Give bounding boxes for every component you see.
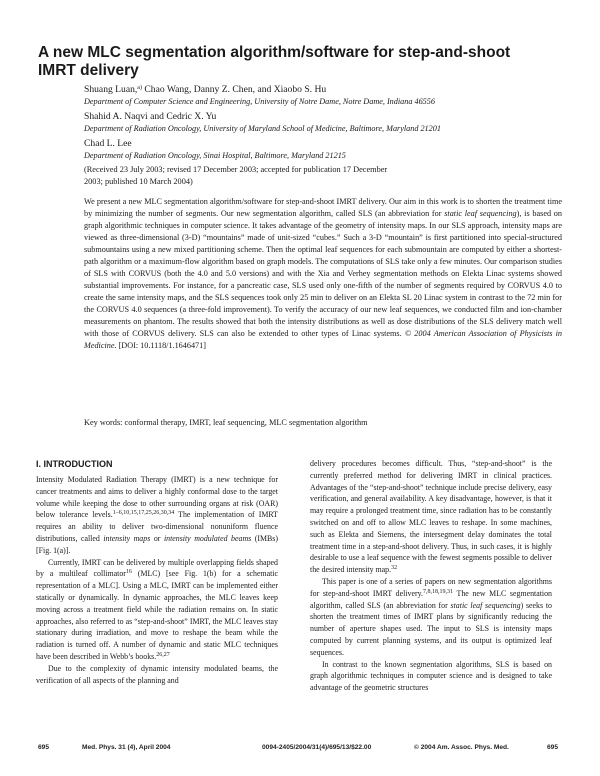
doi-link[interactable]: [DOI: 10.1118/1.1646471] [118,341,206,350]
article-title [38,44,568,80]
footer-page-number-left: 695 [38,744,50,751]
author-block-1 [84,84,574,108]
citation-ref[interactable]: 32 [391,565,398,572]
author-block-2 [84,111,574,135]
left-column [36,474,278,686]
paragraph: In contrast to the known segmentation algorithms, SLS is based on graph algorithmic techniques in computer science and is designed to take advantage of the geometric structures [310,659,552,693]
paragraph: This paper is one of a series of papers on new segmentation algorithms for step-and-shoot IMRT delivery.$^{7,8,18,19,31}$ The new MLC segmentation algorithm, called SLS (an abbreviation for static leaf sequencing) seeks to shorten the treatment times of IMRT plans by significantly reducing the number of aperture shapes used. The input to SLS is intensity maps computed by current planning systems, and its output is optimized leaf sequences. [310,576,552,657]
paragraph: delivery procedures becomes difficult. Thus, “step-and-shoot” is the currently preferred method for delivering IMRT in clinical practices. Advantages of the “step-and-shoot” technique include precise delivery, easy verification, and general availability. A key disadvantage, however, is that it may require a prolonged treatment time, since radiation has to be constantly switched on and off to allow MLC leaves to reshape. In some machines, such as Elekta and Siemens, the intersegment delay dominates the total treatment time in a step-and-shoot delivery. Thus, in such cases, it is highly desirable to use a leaf sequence with the fewest segments possible to deliver the desired intensity map.$^{32}$ [310,459,552,575]
copyright-line: © 2004 American Association of Physicists in Medicine. [84,329,562,350]
keywords: Key words: conformal therapy, IMRT, leaf sequencing, MLC segmentation algorithm [84,418,368,427]
author-footnote-marker: a) [137,85,142,91]
affiliation-2: Department of Radiation Oncology, University of Maryland School of Medicine, Baltimore, Maryland 21201 [84,124,441,133]
paragraph: Due to the complexity of dynamic intensity modulated beams, the verification of all aspects of the planning and [36,663,278,685]
author-names-1: Shuang Luan,$^{a)}$ Chao Wang, Danny Z. Chen, and Xiaobo S. Hu [84,84,327,95]
abstract: We present a new MLC segmentation algorithm/software for step-and-shoot IMRT delivery. Our aim in this work is to shorten the treatment time by minimizing the number of segments. Our new segmentation algorithm, called SLS (an abbreviation for static leaf sequencing), is based on graph algorithmic techniques in computer science. It takes advantage of the geometry of intensity maps. In our SLS approach, intensity maps are viewed as three-dimensional (3-D) “mountains” made of unit-sized “cubes.” Such a 3-D “mountain” is first partitioned into special-structured submountains using a new mixed partitioning scheme. Then the optimal leaf sequences for each submountain are computed by either a shortest-path algorithm or a maximum-flow algorithm based on graph models. The computations of SLS take only a few minutes. Our comparison studies of SLS with CORVUS (both the 4.0 and 5.0 versions) and with the Xia and Verhey segmentation methods on Elekta Linac systems showed substantial improvements. For instance, for a pancreatic case, SLS used only one-fifth of the number of segments required by CORVUS 4.0 to create the same intensity maps, and the SLS sequences took only 25 min to deliver on an Elekta SL 20 Linac system in contrast to the 72 min for the CORVUS 4.0 sequences (a three-fold improvement). To verify the accuracy of our new leaf sequences, we conducted film and ion-chamber measurements on phantom. The results showed that both the intensity distributions as well as dose distributions of the SLS delivery match well with those of CORVUS delivery. SLS can also be extended to other types of Linac systems. © 2004 American Association of Physicists in Medicine. [DOI: 10.1118/1.1646471] [84,197,562,350]
affiliation-3: Department of Radiation Oncology, Sinai Hospital, Baltimore, Maryland 21215 [84,151,346,160]
paragraph: Intensity Modulated Radiation Therapy (IMRT) is a new technique for cancer treatments and aims to deliver a highly conformal dose to the target volume while keeping the dose to other surrounding organs at risk (OAR) below tolerance levels.$^{1-6,10,15,17,25,26,30,34}$ The implementation of IMRT requires an ability to deliver two-dimensional nonuniform fluence distributions, called intensity maps or intensity modulated beams (IMBs) [Fig. 1(a)]. [36,475,278,555]
received-dates: (Received 23 July 2003; revised 17 December 2003; accepted for publication 17 December 2003; published 10 March 2004) [84,165,388,186]
footer-journal: Med. Phys. 31 (4), April 2004 [82,744,171,751]
title-line-2: IMRT delivery [38,62,139,79]
citation-ref[interactable]: 26,27 [156,651,170,658]
citation-ref[interactable]: 7,8,18,19,31 [423,588,453,595]
section-heading: I. INTRODUCTION [36,459,113,469]
citation-ref[interactable]: 16 [125,569,132,576]
author-names-2: Shahid A. Naqvi and Cedric X. Yu [84,111,217,122]
citation-ref[interactable]: 1–6,10,15,17,25,26,30,34 [112,510,175,517]
paragraph: Currently, IMRT can be delivered by multiple overlapping fields shaped by a multileaf collimator$^{16}$ (MLC) [see Fig. 1(b) for a schematic representation of a MLC]. Using a MLC, IMRT can be implemented either statically or dynamically. In dynamic approaches, the MLC leaves keep moving across a treatment field while the radiation remains on. In static approaches, also referred to as “step-and-shoot” IMRT, the MLC leaves stay stationary during irradiation, and move to reshape the beam while the radiation is turned off. A number of dynamic and static MLC techniques have been described in Webb’s books.$^{26,27}$ [36,557,278,661]
author-block-3 [84,138,574,162]
affiliation-1: Department of Computer Science and Engineering, University of Notre Dame, Notre Dame, Indiana 46556 [84,97,435,106]
footer-page-number-right: 695 [547,744,559,751]
author-names-3: Chad L. Lee [84,138,132,149]
footer-issn-code: 0094-2405/2004/31(4)/695/13/$22.00 [262,744,372,751]
footer-copyright: © 2004 Am. Assoc. Phys. Med. [414,744,509,751]
right-column [310,458,552,694]
title-line-1: A new MLC segmentation algorithm/software for step-and-shoot [38,44,511,61]
